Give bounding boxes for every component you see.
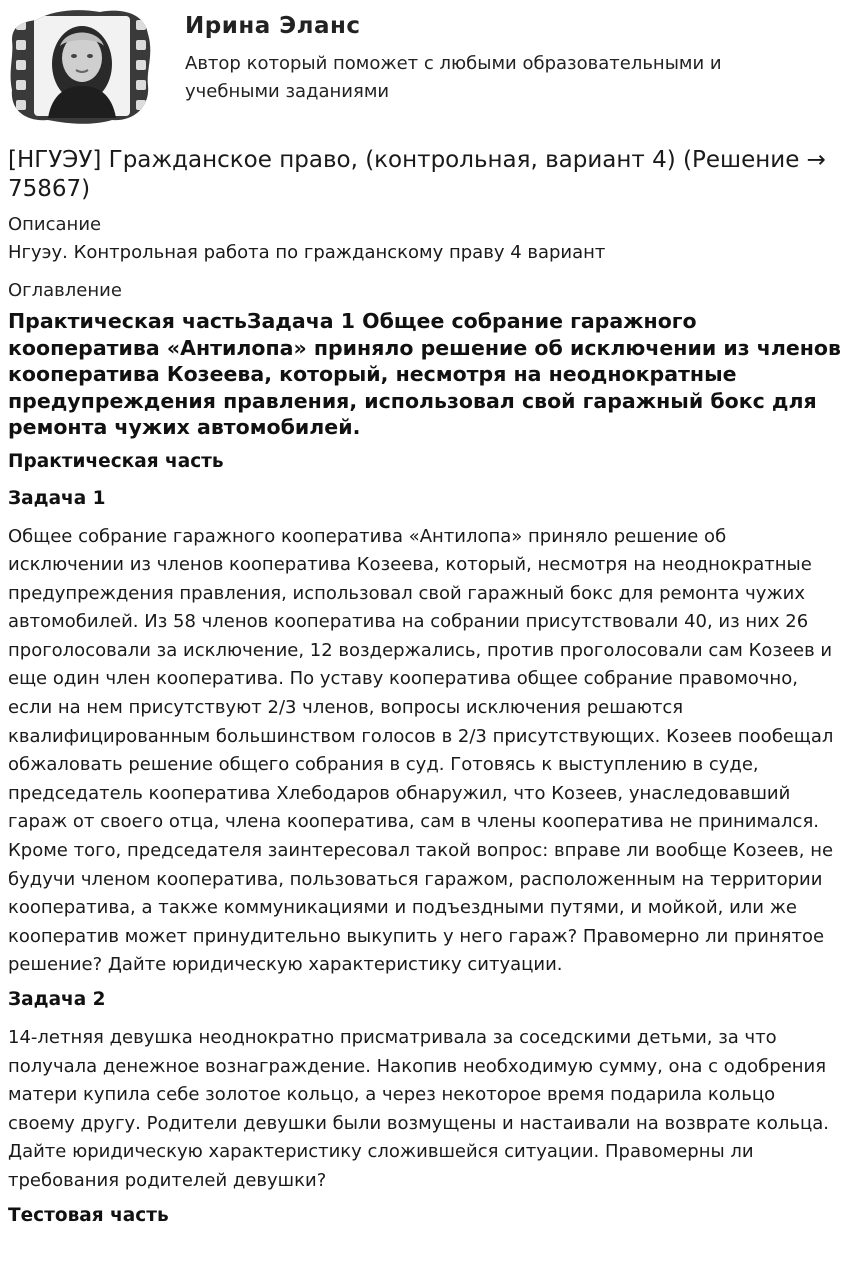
test-part-heading: Тестовая часть xyxy=(8,1204,169,1226)
main-content xyxy=(8,146,842,1240)
description-label: Описание xyxy=(8,214,102,235)
author-description: Автор который поможет с любыми образовательными и учебными заданиями xyxy=(185,53,722,102)
toc-label: Оглавление xyxy=(8,280,122,301)
page-title: [НГУЭУ] Гражданское право, (контрольная, вариант 4) (Решение → 75867) xyxy=(8,147,826,202)
task1-heading: Задача 1 xyxy=(8,487,106,509)
toc-heading: Практическая частьЗадача 1 Общее собрание гаражного кооператива «Антилопа» приняло решение об исключении из членов кооператива Козеева, который, несмотря на неоднократные предупреждения правления, использовал свой гаражный бокс для ремонта чужих автомобилей. xyxy=(8,309,841,439)
author-block xyxy=(8,6,838,126)
description-text: Нгуэу. Контрольная работа по гражданскому праву 4 вариант xyxy=(8,242,606,263)
practical-part-heading: Практическая часть xyxy=(8,450,224,472)
author-name[interactable]: Ирина Эланс xyxy=(185,13,361,39)
author-avatar[interactable] xyxy=(8,6,153,126)
task2-heading: Задача 2 xyxy=(8,989,106,1010)
avatar-photo-icon xyxy=(8,6,153,126)
task1-text: Общее собрание гаражного кооператива «Антилопа» приняло решение об исключении из членов кооператива Козеева, который, несмотря на неоднократные предупреждения правления, использовал свой гаражный бокс для ремонта чужих автомобилей. Из 58 членов кооператива на собрании присутствовали 40, из них 26 проголосовали за исключение, 12 воздержались, против проголосовали сам Козеев и еще один член кооператива. По уставу кооператива общее собрание правомочно, если на нем присутствуют 2/3 членов, вопросы исключения решаются квалифицированным большинством голосов в 2/3 присутствующих. Козеев пообещал обжаловать решение общего собрания в суд. Готовясь к выступлению в суде, председатель кооператива Хлебодаров обнаружил, что Козеев, унаследовавший гараж от своего отца, члена кооператива, сам в члены кооператива не принимался. Кроме того, председателя заинтересовал такой вопрос: вправе ли вообще Козеев, не будучи членом кооператива, пользоваться гаражом, расположенным на территории кооператива, а также коммуникациями и подъездными путями, и мойкой, или же кооператив может принудительно выкупить у него гараж? Правомерно ли принятое решение? Дайте юридическую характеристику ситуации. xyxy=(8,525,834,976)
task2-text: 14-летняя девушка неоднократно присматривала за соседскими детьми, за что получала денежное вознаграждение. Накопив необходимую сумму, она с одобрения матери купила себе золотое кольцо, а через некоторое время подарила кольцо своему другу. Родители девушки были возмущены и настаивали на возврате кольца. Дайте юридическую характеристику сложившейся ситуации. Правомерны ли требования родителей девушки? xyxy=(8,1027,830,1191)
